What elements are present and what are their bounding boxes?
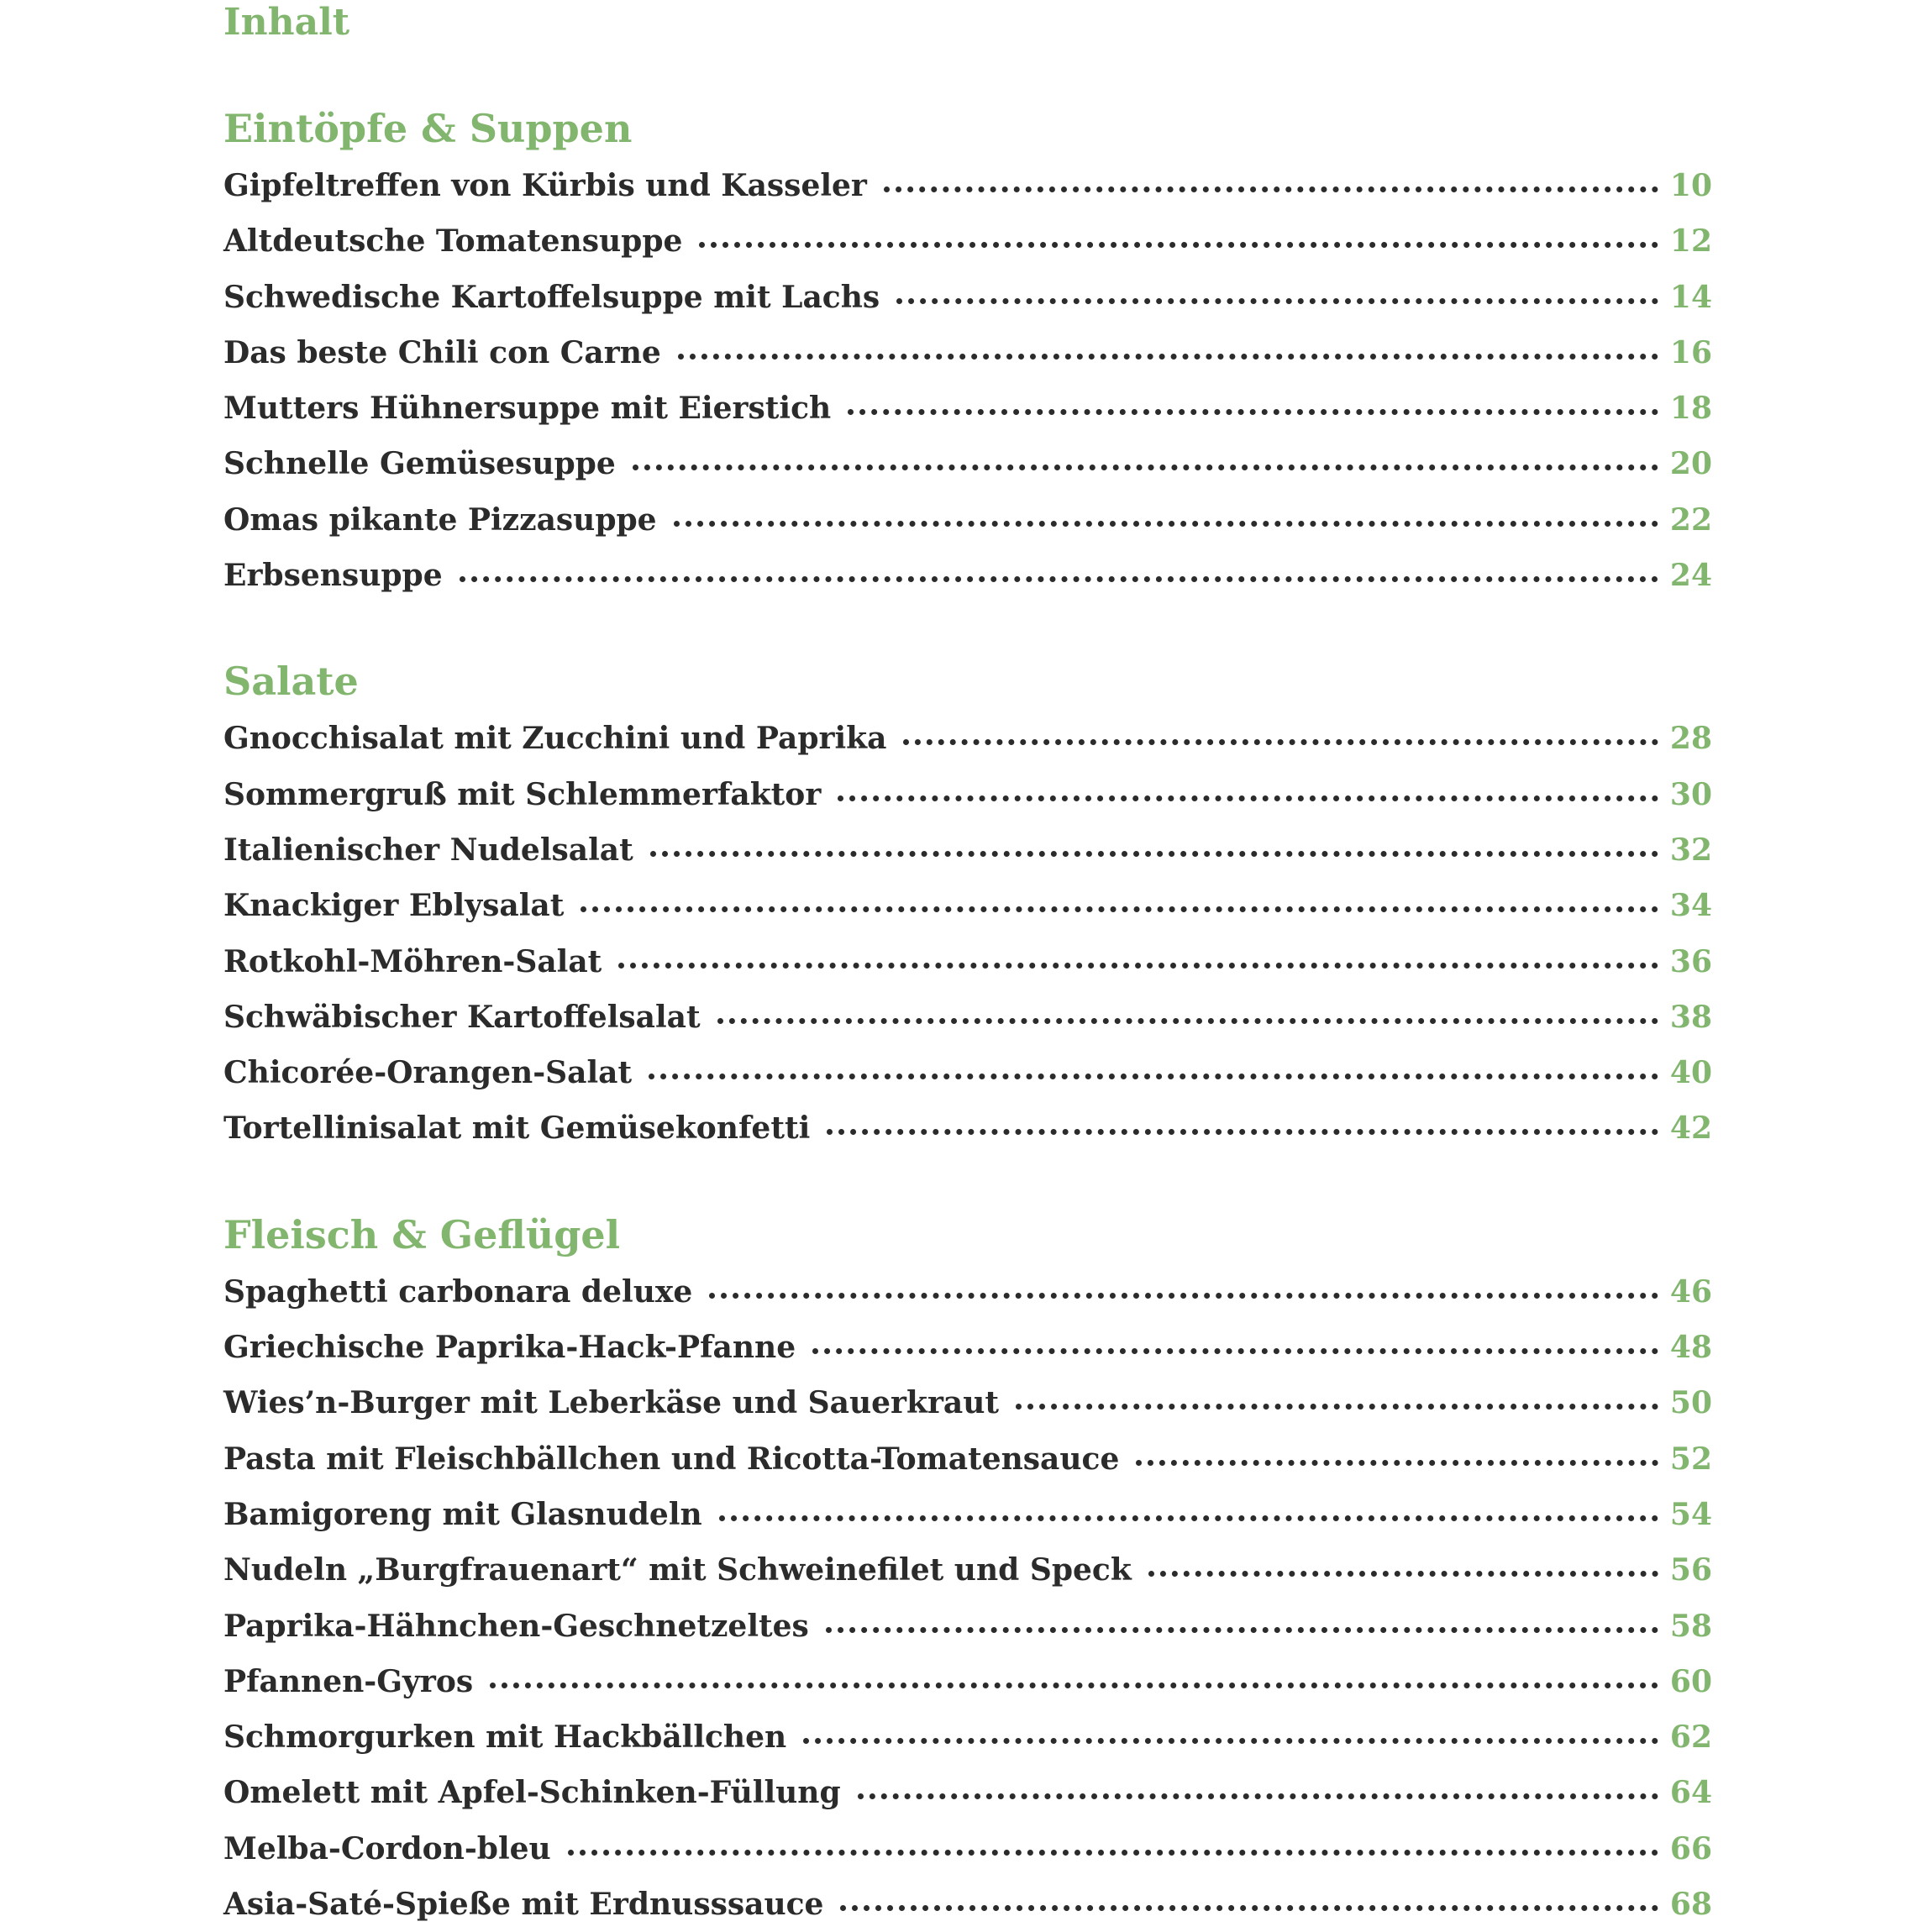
entry-title: Bamigoreng mit Glasnudeln bbox=[223, 1496, 702, 1532]
page-number: 64 bbox=[1669, 1775, 1712, 1811]
page-number: 38 bbox=[1669, 999, 1712, 1035]
section-heading: Salate bbox=[223, 659, 359, 705]
dot-leader bbox=[858, 1793, 1658, 1799]
dot-leader bbox=[709, 1293, 1658, 1299]
section-heading: Eintöpfe & Suppen bbox=[223, 106, 633, 151]
dot-leader bbox=[490, 1683, 1658, 1688]
toc-entry[interactable] bbox=[223, 213, 1712, 269]
toc-entry[interactable] bbox=[223, 325, 1712, 381]
page-number: 18 bbox=[1669, 391, 1712, 427]
dot-leader bbox=[884, 186, 1658, 192]
page-number: 54 bbox=[1669, 1496, 1712, 1532]
toc-entry[interactable] bbox=[223, 1709, 1712, 1765]
page-number: 50 bbox=[1669, 1385, 1712, 1421]
toc-entry[interactable] bbox=[223, 1765, 1712, 1820]
entry-title: Altdeutsche Tomatensuppe bbox=[223, 223, 683, 260]
page-number: 10 bbox=[1669, 168, 1712, 203]
toc-entry[interactable] bbox=[223, 381, 1712, 436]
toc-entry[interactable] bbox=[223, 492, 1712, 548]
dot-leader bbox=[826, 1627, 1658, 1633]
toc-entry[interactable] bbox=[223, 1599, 1712, 1654]
entry-title: Paprika-Hähnchen-Geschnetzeltes bbox=[223, 1608, 809, 1644]
toc-entry[interactable] bbox=[223, 1821, 1712, 1877]
dot-leader bbox=[838, 795, 1658, 801]
page-number: 30 bbox=[1669, 776, 1712, 812]
toc-entry[interactable] bbox=[223, 822, 1712, 878]
toc-section-fleisch-gefluegel bbox=[223, 1210, 1712, 1932]
entry-title: Rotkohl-Möhren-Salat bbox=[223, 943, 602, 979]
dot-leader bbox=[1136, 1460, 1658, 1466]
page-number: 34 bbox=[1669, 888, 1712, 924]
toc-entry[interactable] bbox=[223, 1487, 1712, 1542]
toc-entry[interactable] bbox=[223, 1375, 1712, 1431]
entry-title: Schmorgurken mit Hackbällchen bbox=[223, 1719, 787, 1756]
entry-title: Schwäbischer Kartoffelsalat bbox=[223, 999, 701, 1035]
entry-title: Pasta mit Fleischbällchen und Ricotta-Tomatensauce bbox=[223, 1441, 1120, 1477]
page-number: 58 bbox=[1669, 1608, 1712, 1644]
entry-title: Omelett mit Apfel-Schinken-Füllung bbox=[223, 1775, 841, 1811]
dot-leader bbox=[812, 1348, 1658, 1354]
dot-leader bbox=[840, 1905, 1658, 1911]
page-number: 62 bbox=[1669, 1719, 1712, 1756]
toc-entry[interactable] bbox=[223, 1877, 1712, 1932]
page-number: 66 bbox=[1669, 1830, 1712, 1866]
entry-list bbox=[223, 158, 1712, 603]
toc-entry[interactable] bbox=[223, 990, 1712, 1045]
dot-leader bbox=[717, 1018, 1658, 1024]
entry-title: Tortellinisalat mit Gemüsekonfetti bbox=[223, 1110, 811, 1147]
entry-title: Nudeln „Burgfrauenart“ mit Schweinefilet und Speck bbox=[223, 1552, 1132, 1588]
section-heading: Fleisch & Geflügel bbox=[223, 1211, 621, 1257]
page-number: 12 bbox=[1669, 223, 1712, 260]
toc-entry[interactable] bbox=[223, 270, 1712, 325]
dot-leader bbox=[719, 1515, 1658, 1521]
page-number: 52 bbox=[1669, 1441, 1712, 1477]
page-number: 24 bbox=[1669, 558, 1712, 594]
entry-title: Asia-Saté-Spieße mit Erdnusssauce bbox=[223, 1887, 824, 1923]
dot-leader bbox=[460, 576, 1658, 582]
entry-title: Schwedische Kartoffelsuppe mit Lachs bbox=[223, 279, 880, 315]
toc-entry[interactable] bbox=[223, 1654, 1712, 1709]
toc-entry[interactable] bbox=[223, 1542, 1712, 1598]
dot-leader bbox=[678, 354, 1658, 360]
entry-title: Das beste Chili con Carne bbox=[223, 334, 661, 370]
toc-title: Inhalt bbox=[223, 1, 350, 44]
entry-title: Knackiger Eblysalat bbox=[223, 888, 565, 924]
entry-title: Spaghetti carbonara deluxe bbox=[223, 1273, 693, 1310]
dot-leader bbox=[848, 409, 1658, 415]
toc-entry[interactable] bbox=[223, 1045, 1712, 1100]
dot-leader bbox=[650, 851, 1658, 857]
entry-title: Pfannen-Gyros bbox=[223, 1663, 474, 1699]
page-number: 14 bbox=[1669, 279, 1712, 315]
entry-title: Gnocchisalat mit Zucchini und Paprika bbox=[223, 721, 887, 757]
dot-leader bbox=[649, 1074, 1658, 1079]
dot-leader bbox=[803, 1738, 1658, 1744]
page-number: 16 bbox=[1669, 334, 1712, 370]
page-number: 28 bbox=[1669, 721, 1712, 757]
dot-leader bbox=[903, 739, 1658, 745]
entry-list bbox=[223, 711, 1712, 1156]
page-number: 46 bbox=[1669, 1273, 1712, 1310]
dot-leader bbox=[618, 963, 1658, 969]
toc-entry[interactable] bbox=[223, 1431, 1712, 1487]
page-number: 48 bbox=[1669, 1330, 1712, 1366]
dot-leader bbox=[581, 906, 1658, 912]
page-number: 42 bbox=[1669, 1110, 1712, 1147]
table-of-contents bbox=[223, 0, 1712, 1932]
dot-leader bbox=[1148, 1571, 1658, 1577]
page-number: 20 bbox=[1669, 446, 1712, 482]
dot-leader bbox=[827, 1129, 1658, 1135]
page-number: 60 bbox=[1669, 1663, 1712, 1699]
dot-leader bbox=[633, 465, 1658, 470]
toc-entry[interactable] bbox=[223, 548, 1712, 603]
toc-section-eintoepfe-suppen bbox=[223, 104, 1712, 603]
entry-title: Mutters Hühnersuppe mit Eierstich bbox=[223, 391, 832, 427]
toc-section-salate bbox=[223, 657, 1712, 1156]
entry-title: Sommergruß mit Schlemmerfaktor bbox=[223, 776, 822, 812]
dot-leader bbox=[1016, 1404, 1658, 1410]
toc-entry[interactable] bbox=[223, 436, 1712, 491]
entry-title: Chicorée-Orangen-Salat bbox=[223, 1055, 633, 1091]
entry-list bbox=[223, 1264, 1712, 1932]
toc-entry[interactable] bbox=[223, 1264, 1712, 1320]
toc-entry[interactable] bbox=[223, 1320, 1712, 1375]
entry-title: Melba-Cordon-bleu bbox=[223, 1830, 551, 1866]
toc-entry[interactable] bbox=[223, 934, 1712, 990]
dot-leader bbox=[699, 242, 1658, 248]
entry-title: Omas pikante Pizzasuppe bbox=[223, 501, 657, 538]
toc-entry[interactable] bbox=[223, 1100, 1712, 1156]
dot-leader bbox=[896, 298, 1658, 304]
entry-title: Griechische Paprika-Hack-Pfanne bbox=[223, 1330, 796, 1366]
page-number: 40 bbox=[1669, 1055, 1712, 1091]
entry-title: Wies’n-Burger mit Leberkäse und Sauerkraut bbox=[223, 1385, 1000, 1421]
toc-entry[interactable] bbox=[223, 878, 1712, 933]
page-number: 36 bbox=[1669, 943, 1712, 979]
entry-title: Italienischer Nudelsalat bbox=[223, 832, 633, 868]
entry-title: Gipfeltreffen von Kürbis und Kasseler bbox=[223, 168, 867, 203]
toc-entry[interactable] bbox=[223, 767, 1712, 822]
page-number: 32 bbox=[1669, 832, 1712, 868]
toc-entry[interactable] bbox=[223, 711, 1712, 766]
page-number: 22 bbox=[1669, 501, 1712, 538]
dot-leader bbox=[568, 1850, 1658, 1856]
page-number: 56 bbox=[1669, 1552, 1712, 1588]
entry-title: Erbsensuppe bbox=[223, 558, 443, 594]
entry-title: Schnelle Gemüsesuppe bbox=[223, 446, 616, 482]
dot-leader bbox=[674, 521, 1658, 527]
toc-entry[interactable] bbox=[223, 158, 1712, 213]
page-number: 68 bbox=[1669, 1887, 1712, 1923]
